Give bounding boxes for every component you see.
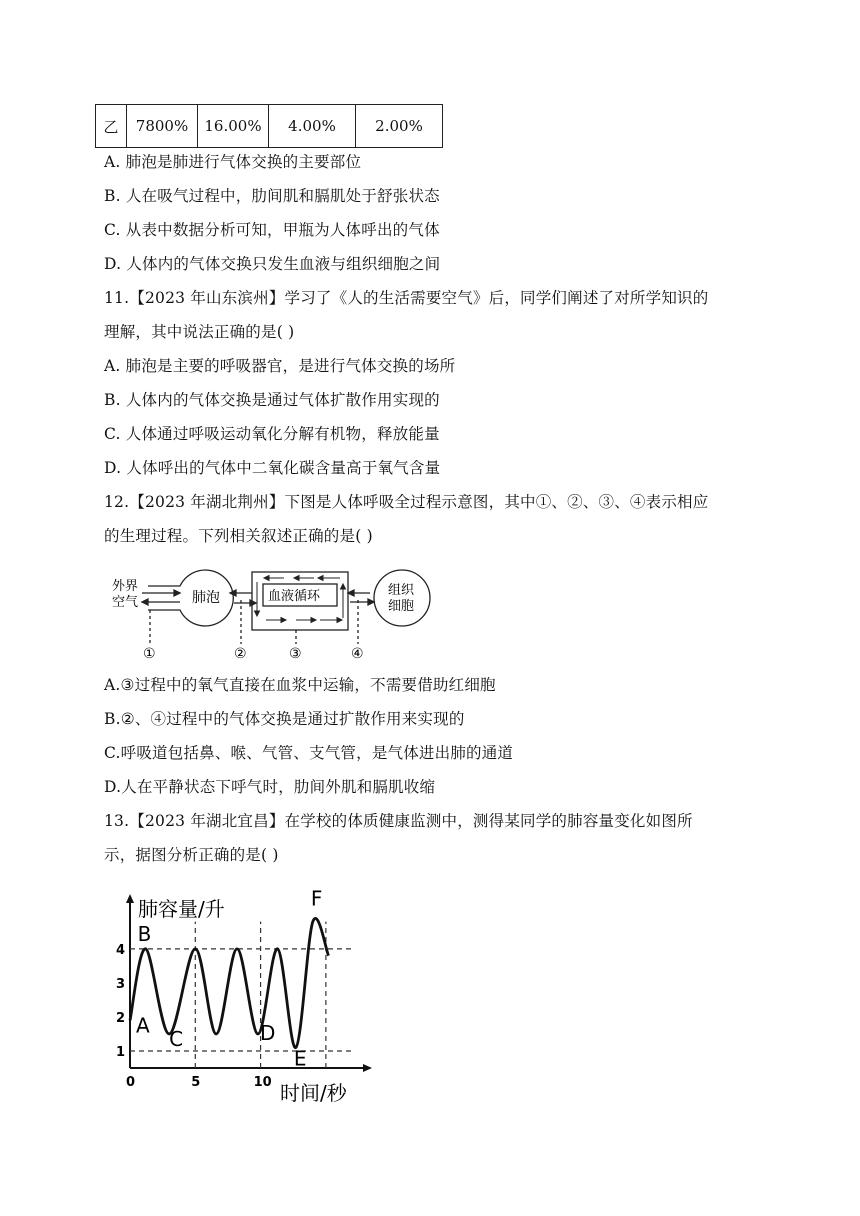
table-cell: 乙 [96,105,127,148]
q12-option-a: A.③过程中的氧气直接在血浆中运输，不需要借助红细胞 [104,676,496,694]
point-label-c: C [169,1026,184,1051]
respiration-diagram [100,560,440,664]
point-label-b: B [137,921,152,946]
point-label-d: D [259,1020,276,1045]
tissue-label: 组织 [388,583,415,598]
q12-option-d: D.人在平静状态下呼气时，肋间外肌和膈肌收缩 [104,778,436,796]
x-tick-label: 5 [191,1075,201,1090]
alveoli-label: 肺泡 [192,590,220,606]
point-label-f: F [310,888,323,911]
q11-option-d: D. 人体呼出的气体中二氧化碳含量高于氧气含量 [104,459,441,477]
y-axis-label: 肺容量/升 [138,897,225,921]
q11-stem: 11.【2023 年山东滨州】学习了《人的生活需要空气》后，同学们阐述了对所学知识的 [104,289,709,307]
q10-option-a: A. 肺泡是肺进行气体交换的主要部位 [104,153,362,171]
tissue-label-2: 细胞 [388,599,415,614]
marker-3: ③ [289,646,302,662]
q12-stem: 12.【2023 年湖北荆州】下图是人体呼吸全过程示意图，其中①、②、③、④表示相应 [104,493,709,511]
q11-option-c: C. 人体通过呼吸运动氧化分解有机物，释放能量 [104,425,440,443]
lung-capacity-series-line [130,918,328,1047]
y-tick-label: 4 [116,942,126,958]
outside-air-label: 外界 [112,579,139,594]
table-cell: 7800% [127,105,198,148]
q11-option-b: B. 人体内的气体交换是通过气体扩散作用实现的 [104,391,440,409]
table-row [96,105,443,148]
x-tick-label: 0 [126,1075,136,1090]
point-label-e: E [293,1046,307,1071]
q11-option-a: A. 肺泡是主要的呼吸器官，是进行气体交换的场所 [104,357,456,375]
table-cell: 2.00% [356,105,443,148]
y-axis-arrow [126,894,134,903]
x-tick-label: 10 [253,1075,272,1090]
marker-1: ① [143,646,156,662]
q13-stem: 13.【2023 年湖北宜昌】在学校的体质健康监测中，测得某同学的肺容量变化如图所 [104,812,693,830]
q11-stem-cont: 理解，其中说法正确的是( ) [104,323,295,341]
marker-4: ④ [351,646,364,662]
table-cell: 4.00% [269,105,356,148]
q12-option-c: C.呼吸道包括鼻、喉、气管、支气管，是气体进出肺的通道 [104,744,514,762]
y-tick-label: 3 [116,976,126,992]
x-axis-label: 时间/秒 [280,1081,347,1105]
outside-air-label-2: 空气 [112,595,139,610]
circulation-label: 血液循环 [268,589,321,604]
marker-2: ② [234,646,247,662]
q10-option-b: B. 人在吸气过程中，肋间肌和膈肌处于舒张状态 [104,187,440,205]
q10-option-c: C. 从表中数据分析可知，甲瓶为人体呼出的气体 [104,221,440,239]
q10-option-d: D. 人体内的气体交换只发生血液与组织细胞之间 [104,255,441,273]
y-tick-label: 1 [116,1044,126,1060]
q13-stem-cont: 示，据图分析正确的是( ) [104,846,279,864]
lung-capacity-chart [110,888,380,1113]
q12-option-b: B.②、④过程中的气体交换是通过扩散作用来实现的 [104,710,465,728]
q12-stem-cont: 的生理过程。下列相关叙述正确的是( ) [104,527,373,545]
table-cell: 16.00% [198,105,269,148]
x-axis-arrow [363,1064,372,1072]
data-table-fragment [95,104,443,148]
point-label-a: A [136,1013,150,1038]
y-tick-label: 2 [116,1010,126,1026]
